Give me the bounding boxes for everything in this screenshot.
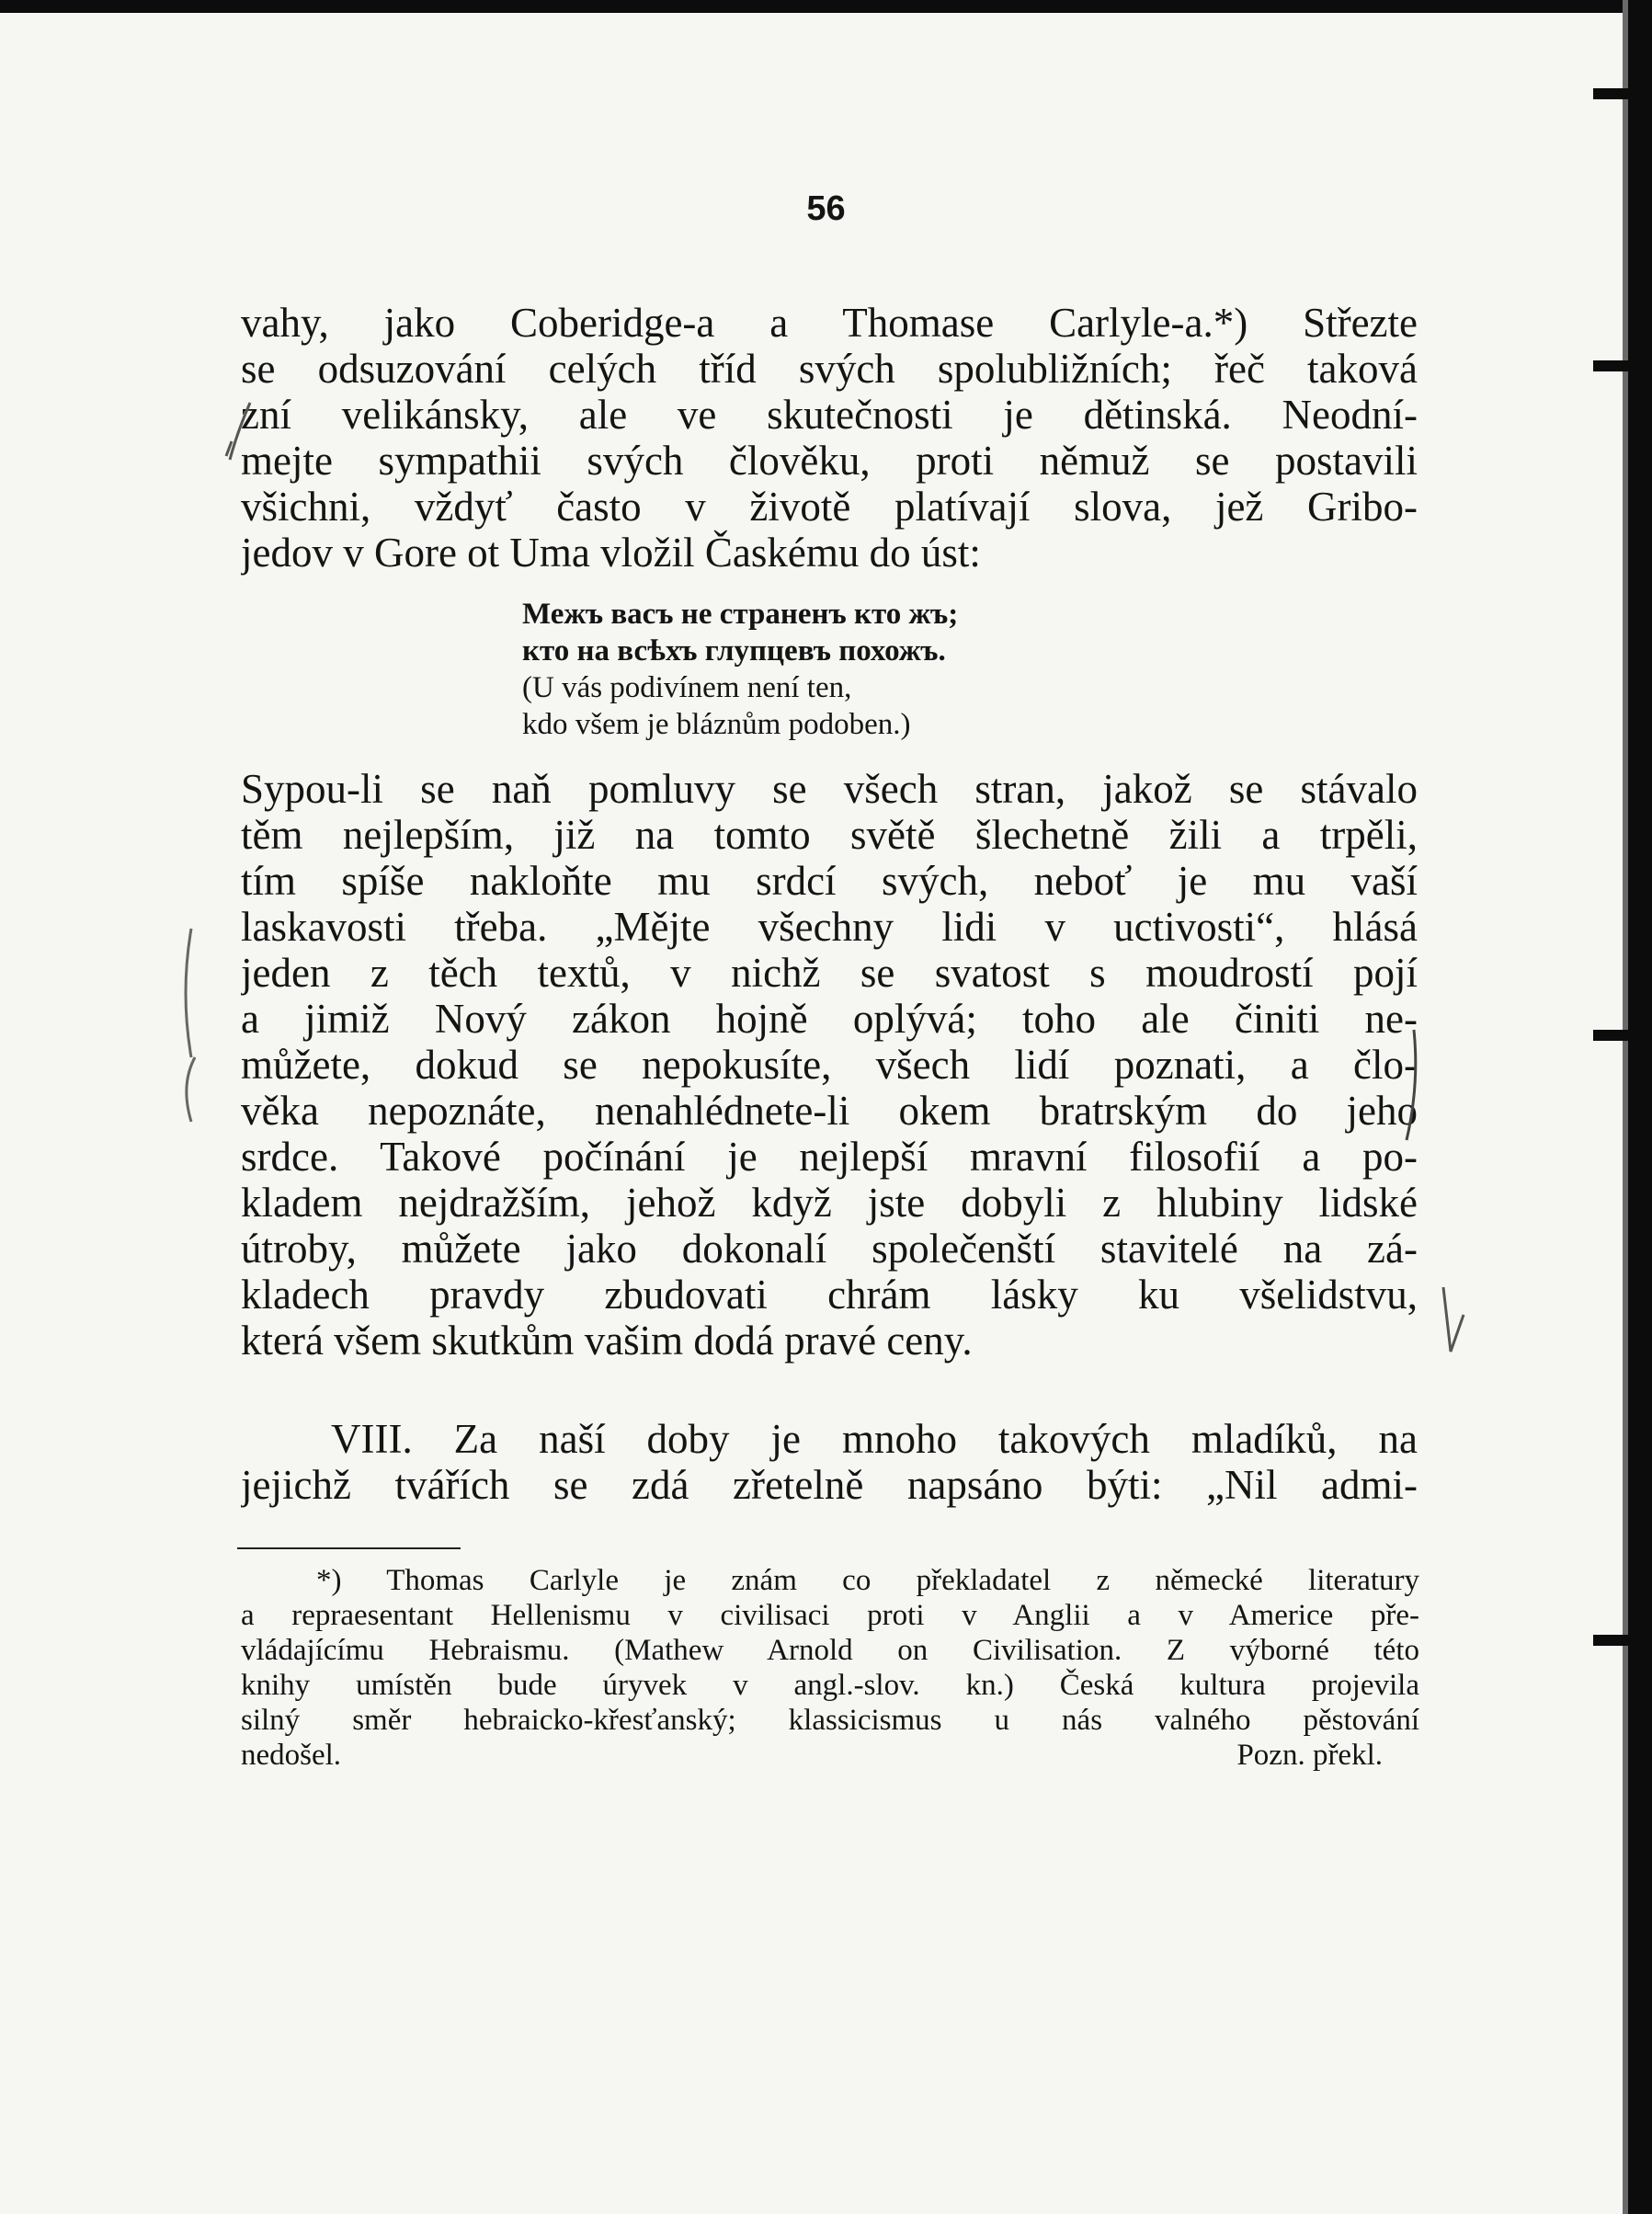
binding-mark <box>1593 88 1634 99</box>
scan-border-top <box>0 0 1652 13</box>
pencil-stroke <box>226 441 232 456</box>
paragraph-2 <box>241 766 1418 1364</box>
text-line: srdce. Takové počínání je nejlepší mravní filosofií a po- <box>241 1134 1418 1180</box>
paragraph-1 <box>241 300 1418 576</box>
text-line: Sypou-li se naň pomluvy se všech stran, jakož se stávalo <box>241 766 1418 812</box>
text-line: všichni, vždyť často v životě platívají slova, jež Gribo- <box>241 484 1418 530</box>
text-line: těm nejlepším, již na tomto světě šlechetně žili a trpěli, <box>241 812 1418 858</box>
binding-mark <box>1593 1635 1634 1646</box>
footnote-last-line <box>241 1738 1419 1773</box>
translator-note-signature: Pozn. překl. <box>1236 1739 1383 1772</box>
section-heading-line: VIII. Za naší doby je mnoho takových mladíků, na <box>331 1416 1418 1462</box>
footnote-line: a repraesentant Hellenismu v civilisaci proti v Anglii a v Americe pře- <box>241 1599 1419 1632</box>
verse-line-translation: kdo všem je bláznům podoben.) <box>522 708 911 741</box>
text-line: kladem nejdražším, jehož když jste dobyli z hlubiny lidské <box>241 1180 1418 1226</box>
text-line: se odsuzování celých tříd svých spolubližních; řeč taková <box>241 346 1418 392</box>
binding-mark <box>1593 360 1634 371</box>
footnote <box>241 1563 1419 1773</box>
text-line: tím spíše nakloňte mu srdcí svých, neboť je mu vaší <box>241 858 1418 904</box>
pencil-bracket <box>186 929 191 1057</box>
scan-border-right <box>1628 0 1652 2214</box>
verse-line-russian: кто на всѣхъ глупцевъ похожъ. <box>522 634 946 668</box>
pencil-stroke <box>1443 1287 1464 1352</box>
verse-line-translation: (U vás podivínem není ten, <box>522 671 852 704</box>
text-line: kladech pravdy zbudovati chrám lásky ku všelidstvu, <box>241 1272 1418 1318</box>
footnote-line: vládajícímu Hebraismu. (Mathew Arnold on Civilisation. Z výborné této <box>241 1634 1419 1667</box>
footnote-divider <box>237 1547 461 1549</box>
page-number: 56 <box>806 189 846 228</box>
footnote-line: silný směr hebraicko-křesťanský; klassicismus u nás valného pěstování <box>241 1704 1419 1737</box>
verse-line-russian: Межъ васъ не страненъ кто жъ; <box>522 598 959 631</box>
verse-quote <box>522 596 1166 743</box>
pencil-bracket <box>187 1057 195 1122</box>
text-line: jeden z těch textů, v nichž se svatost s moudrostí pojí <box>241 950 1418 996</box>
section-viii <box>241 1416 1418 1508</box>
binding-mark <box>1593 1030 1634 1041</box>
text-line: zní velikánsky, ale ve skutečnosti je dětinská. Neodní- <box>241 392 1418 438</box>
text-line: útroby, můžete jako dokonalí společenští stavitelé na zá- <box>241 1226 1418 1272</box>
text-line: jejichž tvářích se zdá zřetelně napsáno býti: „Nil admi- <box>241 1462 1418 1508</box>
footnote-line: *) Thomas Carlyle je znám co překladatel z německé literatury <box>316 1564 1419 1597</box>
text-line: vahy, jako Coberidge-a a Thomase Carlyle-a.*) Střezte <box>241 300 1418 346</box>
footnote-last-text: nedošel. <box>241 1739 342 1772</box>
text-line: která všem skutkům vašim dodá pravé ceny. <box>241 1318 973 1364</box>
text-line: mejte sympathii svých člověku, proti němuž se postavili <box>241 438 1418 484</box>
text-line: a jimiž Nový zákon hojně oplývá; toho ale činiti ne- <box>241 996 1418 1042</box>
text-line: věka nepoznáte, nenahlédnete-li okem bratrským do jeho <box>241 1088 1418 1134</box>
footnote-line: knihy umístěn bude úryvek v angl.-slov. kn.) Česká kultura projevila <box>241 1669 1419 1702</box>
text-line: můžete, dokud se nepokusíte, všech lidí poznati, a člo- <box>241 1042 1418 1088</box>
text-line: laskavosti třeba. „Mějte všechny lidi v uctivosti“, hlásá <box>241 904 1418 950</box>
text-line: jedov v Gore ot Uma vložil Časkému do úst: <box>241 530 981 576</box>
